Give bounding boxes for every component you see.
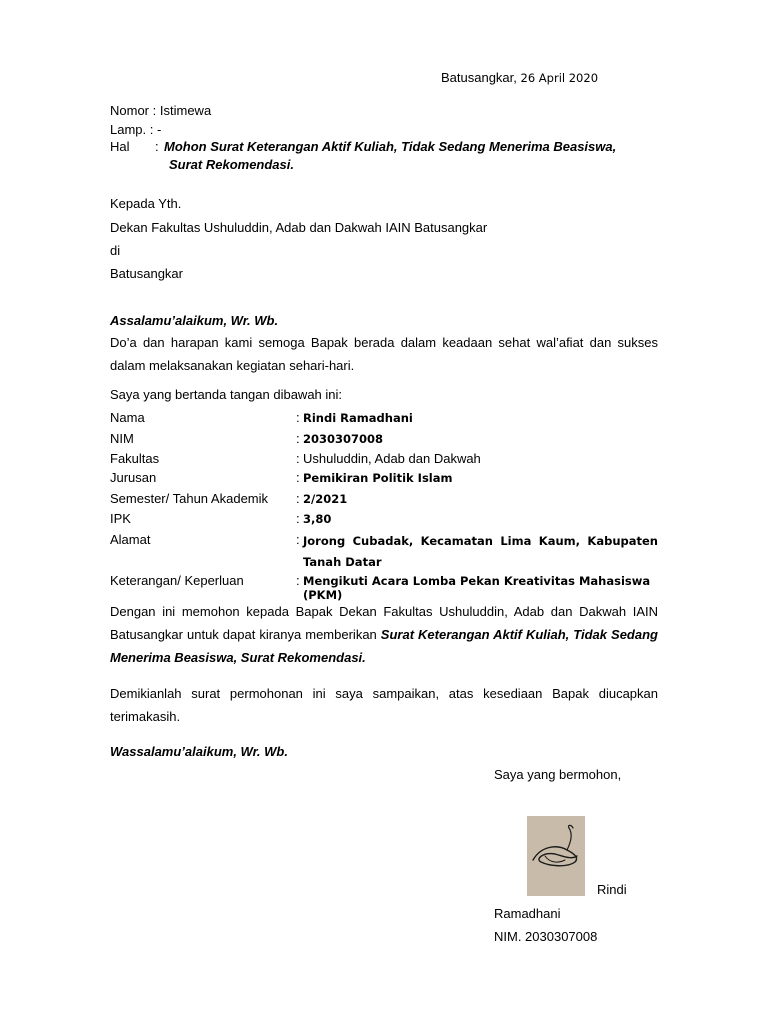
identity-value: Ushuluddin, Adab dan Dakwah — [303, 451, 481, 466]
identity-colon: : — [296, 532, 300, 547]
identity-value: Rindi Ramadhani — [303, 411, 413, 425]
lamp-label: Lamp. — [110, 122, 147, 137]
hal-colon: : — [155, 139, 159, 154]
identity-colon: : — [296, 573, 300, 588]
identity-label: Keterangan/ Keperluan — [110, 573, 244, 588]
identity-value: Pemikiran Politik Islam — [303, 471, 453, 485]
identity-value: 2/2021 — [303, 492, 348, 506]
identity-label: Semester/ Tahun Akademik — [110, 491, 269, 506]
lamp-colon: : — [149, 122, 154, 137]
identity-colon: : — [296, 491, 300, 506]
request-text: Dengan ini memohon kepada Bapak Dekan Fakultas Ushuluddin, Adab dan Dakwah IAIN Batusangkar untuk dapat kiranya memberikan — [110, 604, 658, 642]
paragraph-closing: Demikianlah surat permohonan ini saya sampaikan, atas kesediaan Bapak diucapkan terimakasih. — [110, 686, 658, 724]
nomor-value: Istimewa — [159, 103, 212, 118]
identity-label: IPK — [110, 511, 131, 526]
identity-row-fakultas — [110, 451, 658, 471]
identity-colon: : — [296, 511, 300, 526]
date-city: Batusangkar, — [441, 70, 517, 85]
signature-image — [527, 816, 585, 896]
recipient-line-1: Kepada Yth. — [110, 196, 182, 211]
identity-row-semester — [110, 491, 658, 511]
nomor-line — [110, 103, 211, 118]
paragraph-request — [110, 600, 658, 669]
identity-label: Nama — [110, 410, 145, 425]
identity-value: 2030307008 — [303, 432, 384, 446]
identity-value: Jorong Cubadak, Kecamatan Lima Kaum, Kabupaten Tanah Datar — [303, 534, 658, 569]
recipient-line-3: di — [110, 243, 121, 258]
identity-row-nim — [110, 431, 658, 451]
request-subject: Surat Keterangan Aktif Kuliah, Tidak Sedang Menerima Beasiswa, Surat Rekomendasi. — [110, 627, 658, 665]
identity-label: Alamat — [110, 532, 151, 547]
closing-greeting: Wassalamu’alaikum, Wr. Wb. — [110, 744, 288, 759]
letter-date — [441, 70, 598, 85]
identity-colon: : — [296, 470, 300, 485]
signer-name-part1: Rindi — [597, 882, 627, 897]
signature-scribble — [527, 816, 585, 896]
identity-intro: Saya yang bertanda tangan dibawah ini: — [110, 387, 343, 402]
identity-label: NIM — [110, 431, 134, 446]
identity-label: Jurusan — [110, 470, 157, 485]
hal-subject-line2: Surat Rekomendasi. — [169, 157, 294, 172]
identity-row-jurusan — [110, 470, 658, 490]
identity-colon: : — [296, 431, 300, 446]
identity-row-ipk — [110, 511, 658, 531]
lamp-value: - — [157, 122, 162, 137]
lamp-line — [110, 122, 161, 137]
identity-row-alamat — [110, 532, 658, 574]
recipient-line-4: Batusangkar — [110, 266, 183, 281]
hal-subject-line1: Mohon Surat Keterangan Aktif Kuliah, Tidak Sedang Menerima Beasiswa, — [164, 139, 617, 154]
signer-name-part2: Ramadhani — [494, 906, 561, 921]
identity-colon: : — [296, 410, 300, 425]
identity-value: Mengikuti Acara Lomba Pekan Kreativitas Mahasiswa (PKM) — [303, 574, 651, 602]
identity-value: 3,80 — [303, 512, 332, 526]
identity-row-nama — [110, 410, 658, 430]
nomor-colon: : — [152, 103, 157, 118]
identity-colon: : — [296, 451, 300, 466]
identity-label: Fakultas — [110, 451, 160, 466]
hal-label: Hal — [110, 139, 130, 154]
paragraph-opening: Do’a dan harapan kami semoga Bapak berada dalam keadaan sehat wal’afiat dan sukses dalam melaksanakan kegiatan sehari-hari. — [110, 335, 658, 373]
greeting: Assalamu’alaikum, Wr. Wb. — [110, 313, 279, 328]
signature-salutation: Saya yang bermohon, — [494, 767, 622, 782]
identity-row-keterangan — [110, 573, 658, 602]
signer-nim: NIM. 2030307008 — [494, 929, 598, 944]
recipient-line-2: Dekan Fakultas Ushuluddin, Adab dan Dakwah IAIN Batusangkar — [110, 220, 488, 235]
nomor-label: Nomor — [110, 103, 150, 118]
date-value: 26 April 2020 — [520, 71, 599, 85]
